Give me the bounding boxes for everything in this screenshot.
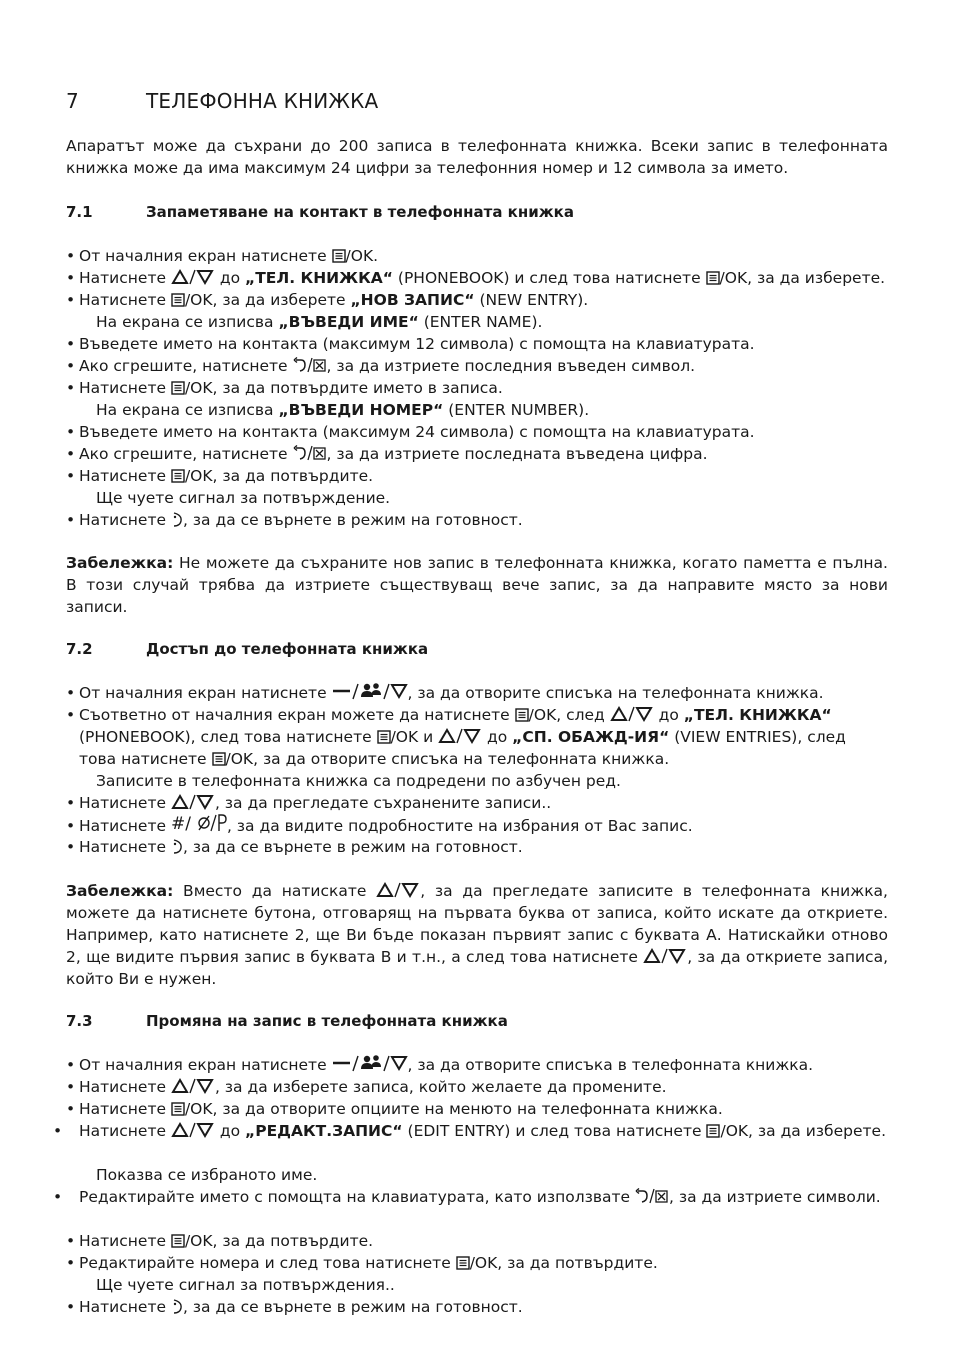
menu-ok-icon [171,469,185,483]
list-item: • Натиснете /OK, за да потвърдите. [66,467,374,485]
list-item: • Натиснете /OK, за да отворите опциите на менюто на телефонната книжка. [66,1100,723,1118]
list-item: • Натиснете /OK, за да потвърдите. [66,1232,374,1250]
list-note: Ще чуете сигнал за потвърждение. [96,489,391,507]
up-down-arrows-icon [171,794,215,810]
list-item: • Натиснете , за да се върнете в режим на готовност. [66,1298,523,1316]
chapter-title: 7 ТЕЛЕФОННА КНИЖКА [66,89,379,113]
list-item-cont: това натиснете /OK, за да отворите списъка на телефонната книжка. [79,750,670,768]
list-item: • Въведете името на контакта (максимум 24 символа) с помощта на клавиатурата. [66,423,755,441]
list-note: На екрана се изписва „ВЪВЕДИ НОМЕР“ (ENTER NUMBER). [96,401,590,419]
list-item: • Съответно от началния екран можете да натиснете /OK, след до „ТЕЛ. КНИЖКА“ [66,706,832,724]
menu-ok-icon [171,293,185,307]
back-delete-icon [635,1188,669,1204]
list-note: Показва се избраното име. [96,1166,318,1184]
up-down-arrows-icon [643,948,687,964]
up-down-arrows-icon [376,882,420,898]
end-call-icon [171,838,183,854]
menu-ok-icon [171,1234,185,1248]
note-paragraph: Забележка: Вместо да натискате , за да прегледате записите в телефонната книжка, можете да натиснете бутона, отговарящ на първата буква от записа, който искате да откриете. Например, като натиснете 2, ще Ви бъде показан първият запис с буквата А. Натискайки отново 2, ще видите първия запис в буквата В и т.н., а след това натиснете , за да откриете записа, който Ви е нужен. [66,882,888,988]
back-delete-icon [293,445,327,461]
list-item: • Натиснете /OK, за да потвърдите името в записа. [66,379,503,397]
list-item: • Натиснете , за да изберете записа, който желаете да промените. [66,1078,667,1096]
up-down-arrows-icon [171,1078,215,1094]
end-call-icon [171,511,183,527]
list-item: • Редактирайте номера и след това натиснете /OK, за да потвърдите. [66,1254,658,1272]
list-note: Записите в телефонната книжка са подредени по азбучен ред. [96,772,621,790]
up-down-arrows-icon [438,728,482,744]
list-item: • Ако сгрешите, натиснете , за да изтриете последната въведена цифра. [66,445,708,463]
menu-ok-icon [171,1102,185,1116]
list-item-cont: (PHONEBOOK), след това натиснете /OK и до „СП. ОБАЖД-ИЯ“ (VIEW ENTRIES), след [79,728,846,746]
up-down-arrows-icon [171,1122,215,1138]
phonebook-key-icon [332,682,408,700]
back-delete-icon [293,357,327,373]
section-7-3-heading: 7.3 Промяна на запис в телефонната книжка [66,1012,508,1030]
list-note: На екрана се изписва „ВЪВЕДИ ИМЕ“ (ENTER NAME). [96,313,543,331]
list-item: • Натиснете , за да видите подробностите на избрания от Вас запис. [66,814,693,837]
note-paragraph: Забележка: Не можете да съхраните нов запис в телефонната книжка, когато паметта е пълна. В този случай трябва да изтриете съществуващ вече запис, за да направите място за нови записи. [66,554,888,616]
section-7-2-heading: 7.2 Достъп до телефонната книжка [66,640,429,658]
up-down-arrows-icon [610,706,654,722]
menu-ok-icon [212,752,226,766]
menu-ok-icon [377,730,391,744]
list-item: • Въведете името на контакта (максимум 12 символа) с помощта на клавиатурата. [66,335,755,353]
list-item: • От началния екран натиснете /OK. [66,247,379,265]
list-item: • Натиснете до „ТЕЛ. КНИЖКА“ (PHONEBOOK) и след това натиснете /OK, за да изберете. [66,269,886,287]
list-item: • Натиснете до „РЕДАКТ.ЗАПИС“ (EDIT ENTRY) и след това натиснете /OK, за да изберете. [53,1122,886,1140]
phonebook-key-icon [332,1054,408,1072]
menu-ok-icon [706,271,720,285]
end-call-icon [171,1298,183,1314]
list-item: • Натиснете , за да прегледате съхранените записи.. [66,794,552,812]
menu-ok-icon [332,249,346,263]
list-item: • Натиснете , за да се върнете в режим на готовност. [66,511,523,529]
menu-ok-icon [171,381,185,395]
intro-paragraph: Апаратът може да съхрани до 200 записа в телефонната книжка. Всеки запис в телефонната книжка може да има максимум 24 цифри за телефонния номер и 12 символа за името. [66,137,888,177]
menu-ok-icon [706,1124,720,1138]
menu-ok-icon [456,1256,470,1270]
list-item: • Редактирайте името с помощта на клавиатурата, като използвате , за да изтриете символи. [53,1188,881,1206]
menu-ok-icon [515,708,529,722]
up-down-arrows-icon [171,269,215,285]
list-item: • От началния екран натиснете , за да отворите списъка на телефонната книжка. [66,684,824,702]
list-item: • От началния екран натиснете , за да отворите списъка в телефонната книжка. [66,1056,814,1074]
list-item: • Ако сгрешите, натиснете , за да изтриете последния въведен символ. [66,357,696,375]
section-7-1-heading: 7.1 Запаметяване на контакт в телефонната книжка [66,203,574,221]
list-item: • Натиснете /OK, за да изберете „НОВ ЗАПИС“ (NEW ENTRY). [66,291,589,309]
list-note: Ще чуете сигнал за потвърждения.. [96,1276,395,1294]
list-item: • Натиснете , за да се върнете в режим на готовност. [66,838,523,856]
hash-pause-icon [171,814,227,834]
